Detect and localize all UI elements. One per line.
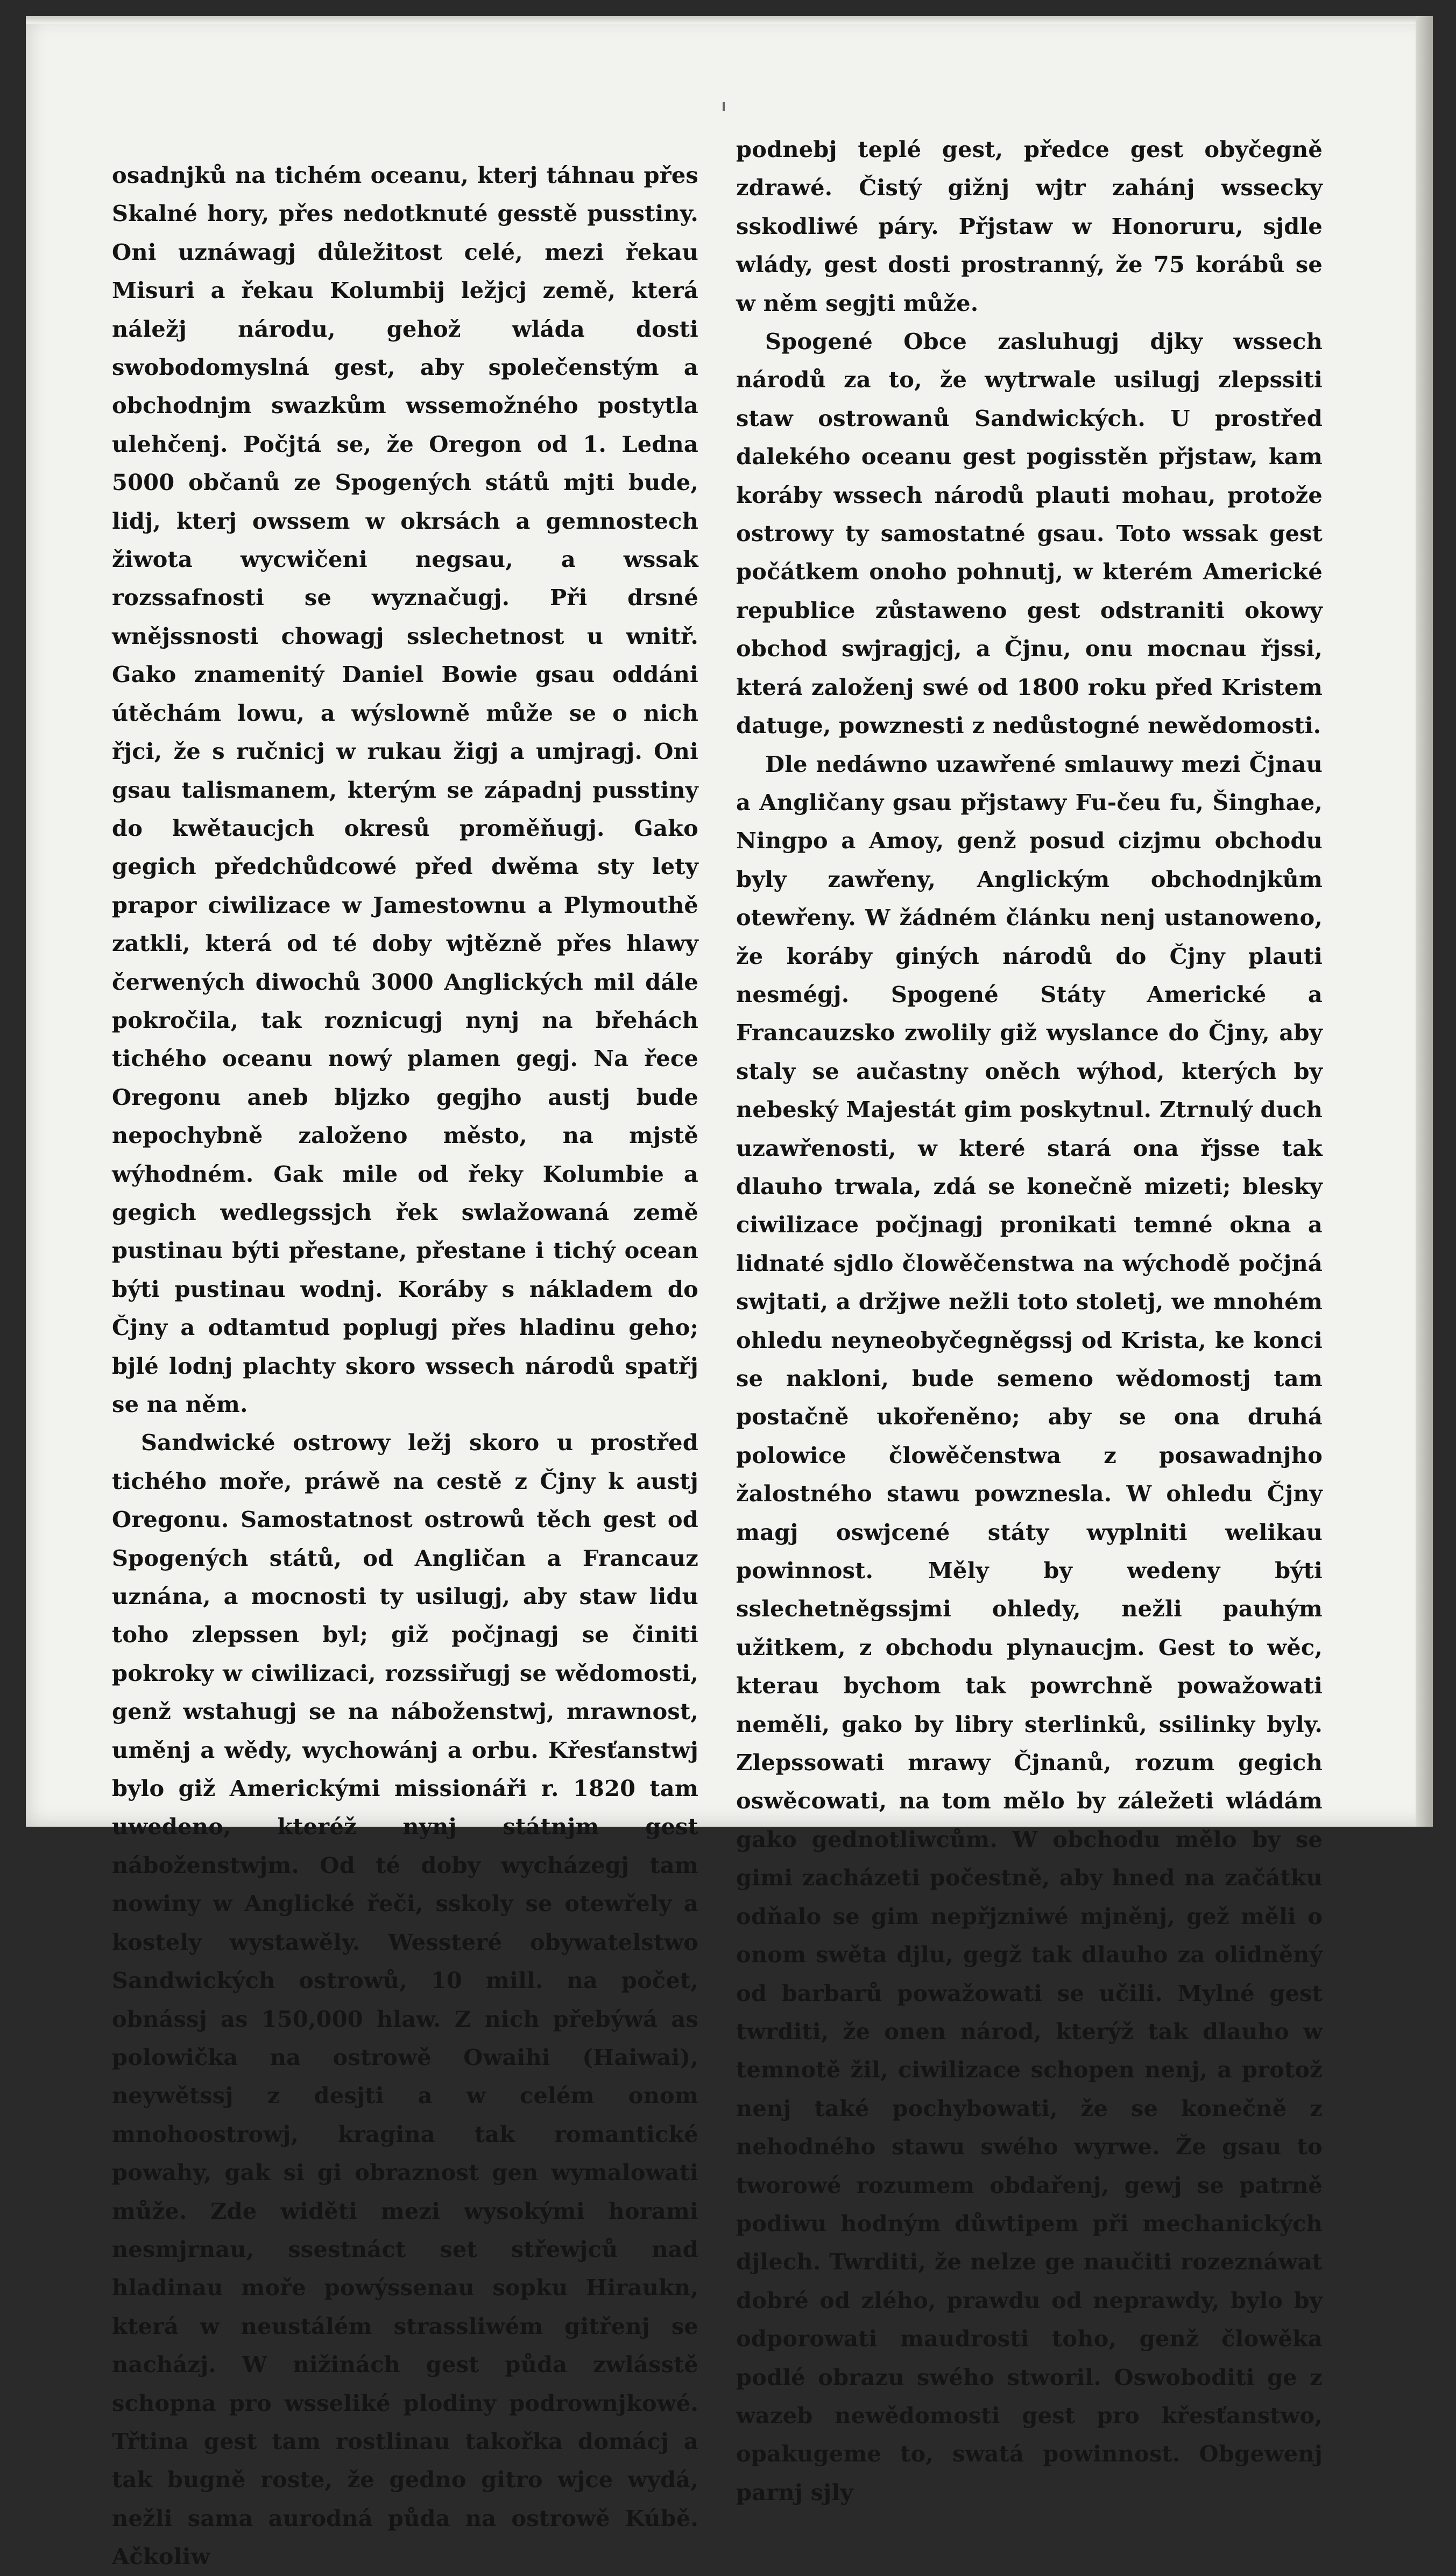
right-paragraph-1: podnebj teplé gest, předce gest obyčegně zdrawé. Čistý gižnj wjtr zahánj wssecky sskodliwé páry. Přjstaw w Honoruru, sjdle wlády, gest dosti prostranný, že 75 korábů se w něm segjti může. <box>736 136 1323 316</box>
left-text-column <box>112 156 698 2576</box>
print-speck <box>723 102 725 111</box>
right-text-column <box>736 130 1323 2511</box>
left-paragraph-2: Sandwické ostrowy ležj skoro u prostřed tichého moře, práwě na cestě z Čjny k austj Oregonu. Samostatnost ostrowů těch gest od Spogených států, od Angličan a Francauz uznána, a mocnosti ty usilugj, aby staw lidu toho zlepssen byl; giž počjnagj se činiti pokroky w ciwilizaci, rozssiřugj se wědomosti, genž wstahugj se na náboženstwj, mrawnost, uměnj a wědy, wychowánj a orbu. Křesťanstwj bylo giž Americkými missionáři r. 1820 tam uwedeno, kteréž nynj státnjm gest náboženstwjm. Od té doby wycházegj tam nowiny w Anglické řeči, sskoly se otewřely a kostely wystawěly. Wessteré obywatelstwo Sandwických ostrowů, 10 mill. na počet, obnássj as 150,000 hlaw. Z nich přebýwá as polowička na ostrowě Owaihi (Haiwai), neywětssj z desjti a w celém onom mnohoostrowj, kragina tak romantické powahy, gak si gi obraznost gen wymalowati může. Zde widěti mezi wysokými horami nesmjrnau, ssestnáct set střewjců nad hladinau moře powýssenau sopku Hiraukn, která w neustálém strassliwém gitřenj se nacházj. W nižinách gest půda zwlásstě schopna pro wsseliké plodiny podrownjkowé. Třtina gest tam rostlinau takořka domácj a tak bugně roste, že gedno gitro wjce wydá, nežli sama aurodná půda na ostrowě Kúbě. Ačkoliw <box>112 1429 698 2570</box>
right-paragraph-3: Dle nedáwno uzawřené smlauwy mezi Čjnau a Angličany gsau přjstawy Fu-čeu fu, Šinghae, Ningpo a Amoy, genž posud cizjmu obchodu byly zawřeny, Anglickým obchodnjkům otewřeny. W žádném článku nenj ustanoweno, že koráby giných národů do Čjny plauti nesmégj. Spogené Státy Americké a Francauzsko zwolily giž wyslance do Čjny, aby staly se aučastny oněch wýhod, kterých by nebeský Majestát gim poskytnul. Ztrnulý duch uzawřenosti, w které stará ona řjsse tak dlauho trwala, zdá se konečně mizeti; blesky ciwilizace počjnagj pronikati temné okna a lidnaté sjdlo člowěčenstwa na wýchodě počjná swjtati, a držjwe nežli toto stoletj, we mnohém ohledu neyneobyčegněgssj od Krista, ke konci se nakloni, bude semeno wědomostj tam postačně ukořeněno; aby se ona druhá polowice člowěčenstwa z posawadnjho žalostného stawu powznesla. W ohledu Čjny magj oswjcené státy wyplniti welikau powinnost. Měly by wedeny býti sslechetněgssjmi ohledy, nežli pauhým užitkem, z obchodu plynaucjm. Gest to wěc, kterau bychom tak powrchně powažowati neměli, gako by libry sterlinků, ssilinky byly. Zlepssowati mrawy Čjnanů, rozum gegich oswěcowati, na tom mělo by záležeti wládám gako gednotliwcům. W obchodu mělo by se gimi zacházeti počestně, aby hned na začátku odňalo se gim nepřjzniwé mjněnj, gež měli o onom swěta djlu, gegž tak dlauho za olidněný od barbarů powažowati se učili. Mylné gest twrditi, že onen národ, kterýž tak dlauho w temnotě žil, ciwilizace schopen nenj, a protož nenj také pochybowati, že se konečně z nehodného stawu swého wyrwe. Že gsau to tworowé rozumem obdařenj, gewj se patrně podiwu hodným důwtipem při mechanických djlech. Twrditi, že nelze ge naučiti rozeznáwat dobré od zlého, prawdu od neprawdy, bylo by odporowati maudrosti toho, genž člowěka podlé obrazu swého stworil. Oswoboditi ge z wazeb newědomosti gest pro křesťanstwo, opakugeme to, swatá powinnost. Obgewenj parnj sjly <box>736 750 1323 2506</box>
page-top-edge <box>26 16 1433 24</box>
left-paragraph-1: osadnjků na tichém oceanu, kterj táhnau přes Skalné hory, přes nedotknuté gesstě pusstiny. Oni uznáwagj důležitost celé, mezi řekau Misuri a řekau Kolumbij ležjcj země, která náležj národu, gehož wláda dosti swobodomyslná gest, aby společenstým a obchodnjm swazkům wssemožného postytla ulehčenj. Počjtá se, že Oregon od 1. Ledna 5000 občanů ze Spogených států mjti bude, lidj, kterj owssem w okrsách a gemnostech žiwota wycwičeni negsau, a wssak rozssafnosti se wyznačugj. Při drsné wnějssnosti chowagj sslechetnost u wnitř. Gako znamenitý Daniel Bowie gsau oddáni útěchám lowu, a wýslowně může se o nich řjci, že s ručnicj w rukau žigj a umjragj. Oni gsau talismanem, kterým se západnj pusstiny do kwětaucjch okresů proměňugj. Gako gegich předchůdcowé před dwěma sty lety prapor ciwilizace w Jamestownu a Plymouthě zatkli, která od té doby wjtězně přes hlawy čerwených diwochů 3000 Anglických mil dále pokročila, tak roznicugj nynj na břehách tichého oceanu nowý plamen gegj. Na řece Oregonu aneb bljzko gegjho austj bude nepochybně založeno město, na mjstě wýhodném. Gak mile od řeky Kolumbie a gegich wedlegssjch řek swlažowaná země pustinau býti přestane, přestane i tichý ocean býti pustinau wodnj. Koráby s nákladem do Čjny a odtamtud poplugj přes hladinu geho; bjlé lodnj plachty skoro wssech národů spatřj se na něm. <box>112 162 698 1417</box>
document-page <box>26 16 1433 2570</box>
page-right-edge <box>1416 16 1433 1827</box>
right-paragraph-2: Spogené Obce zasluhugj djky wssech národů za to, že wytrwale usilugj zlepssiti staw ostrowanů Sandwických. U prostřed dalekého oceanu gest pogisstěn přjstaw, kam koráby wssech národů plauti mohau, protože ostrowy ty samostatné gsau. Toto wssak gest počátkem onoho pohnutj, w kterém Americké republice zůstaweno gest odstraniti okowy obchod swjragjcj, a Čjnu, onu mocnau řjssi, která založenj swé od 1800 roku před Kristem datuge, powznesti z nedůstogné newědomosti. <box>736 328 1323 739</box>
